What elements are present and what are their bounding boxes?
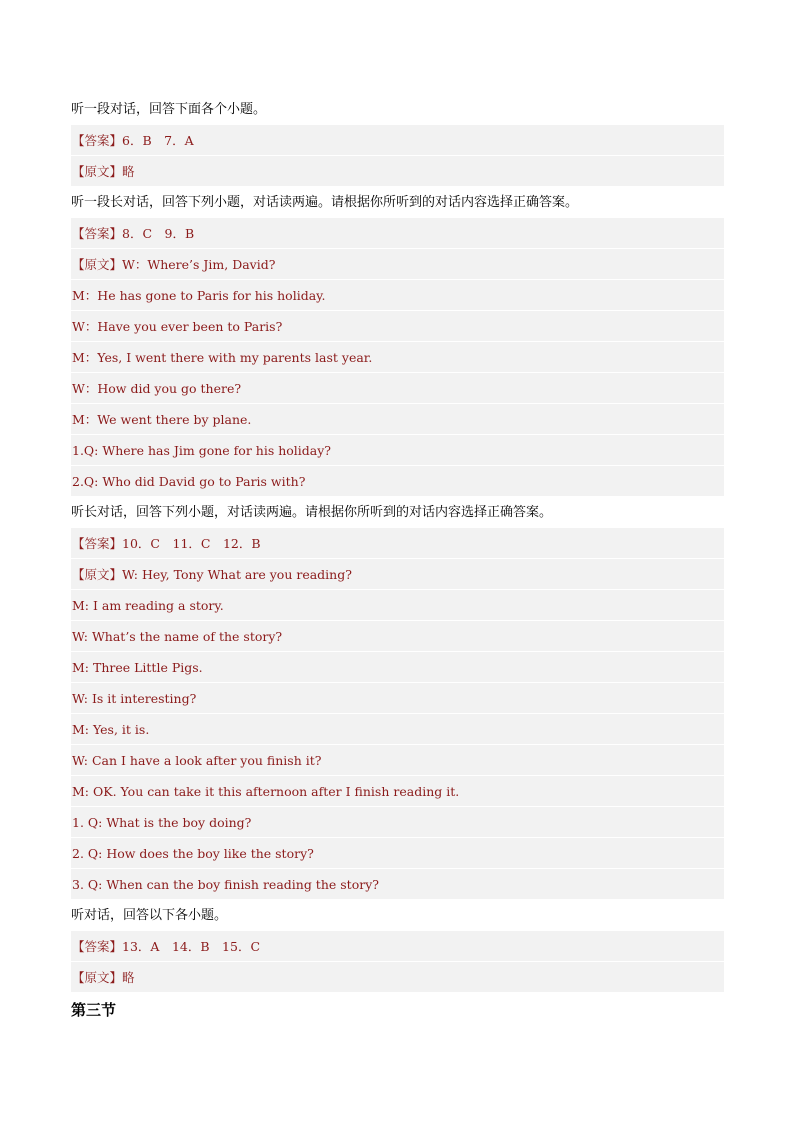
question-prompt-8: 听一段长对话，回答下列小题，对话读两遍。请根据你所听到的对话内容选择正确答案。 [71,195,579,210]
original-text-label: 【原文】 [72,164,123,179]
transcript-question: 2. Q: How does the boy like the story? [71,838,724,869]
answer-label: 【答案】 [72,133,123,148]
original-text-label: 【原文】 [72,567,123,582]
transcript-line: W：Have you ever been to Paris? [71,311,724,342]
transcript-line: W: Is it interesting? [71,683,724,714]
original-text-value: 略 [122,970,135,985]
answer-label: 【答案】 [72,226,123,241]
original-text-label: 【原文】 [72,257,123,272]
question-prompt-13: 听对话，回答以下各小题。 [71,908,228,923]
transcript-line: W: What’s the name of the story? [71,621,724,652]
answer-value: 10．C 11．C 12．B [122,536,261,551]
question-prompt-10: 听长对话，回答下列小题，对话读两遍。请根据你所听到的对话内容选择正确答案。 [71,505,553,520]
transcript-line: M: Yes, it is. [71,714,724,745]
transcript-line: W：How did you go there? [71,373,724,404]
answer-value: 8．C 9．B [122,226,195,241]
answer-value: 6．B 7．A [122,133,194,148]
answer-value: 13．A 14．B 15．C [122,939,261,954]
transcript-line: M: OK. You can take it this afternoon after I finish reading it. [71,776,724,807]
original-text-row-8 [71,249,724,280]
answer-row-8 [71,218,724,249]
original-text-row-10 [71,559,724,590]
transcript-question: 1. Q: What is the boy doing? [71,807,724,838]
answer-row-10 [71,528,724,559]
transcript-line: W：Where’s Jim, David? [122,257,276,272]
transcript-line: M：Yes, I went there with my parents last year. [71,342,724,373]
transcript-line: W: Hey, Tony What are you reading? [122,567,352,582]
transcript-question: 2.Q: Who did David go to Paris with? [71,466,724,497]
transcript-line: W: Can I have a look after you finish it? [71,745,724,776]
original-text-row-13 [71,962,724,993]
original-text-value: 略 [122,164,135,179]
document-content [71,94,724,1026]
question-prompt-6: 听一段对话，回答下面各个小题。 [71,102,267,117]
section-heading: 第三节 [71,1001,117,1019]
original-text-label: 【原文】 [72,970,123,985]
transcript-line: M: Three Little Pigs. [71,652,724,683]
transcript-question: 3. Q: When can the boy finish reading the story? [71,869,724,900]
transcript-line: M：We went there by plane. [71,404,724,435]
answer-row-13 [71,931,724,962]
answer-label: 【答案】 [72,939,123,954]
transcript-question: 1.Q: Where has Jim gone for his holiday? [71,435,724,466]
answer-row-6 [71,125,724,156]
transcript-line: M: I am reading a story. [71,590,724,621]
transcript-line: M：He has gone to Paris for his holiday. [71,280,724,311]
answer-label: 【答案】 [72,536,123,551]
original-text-row-6 [71,156,724,187]
